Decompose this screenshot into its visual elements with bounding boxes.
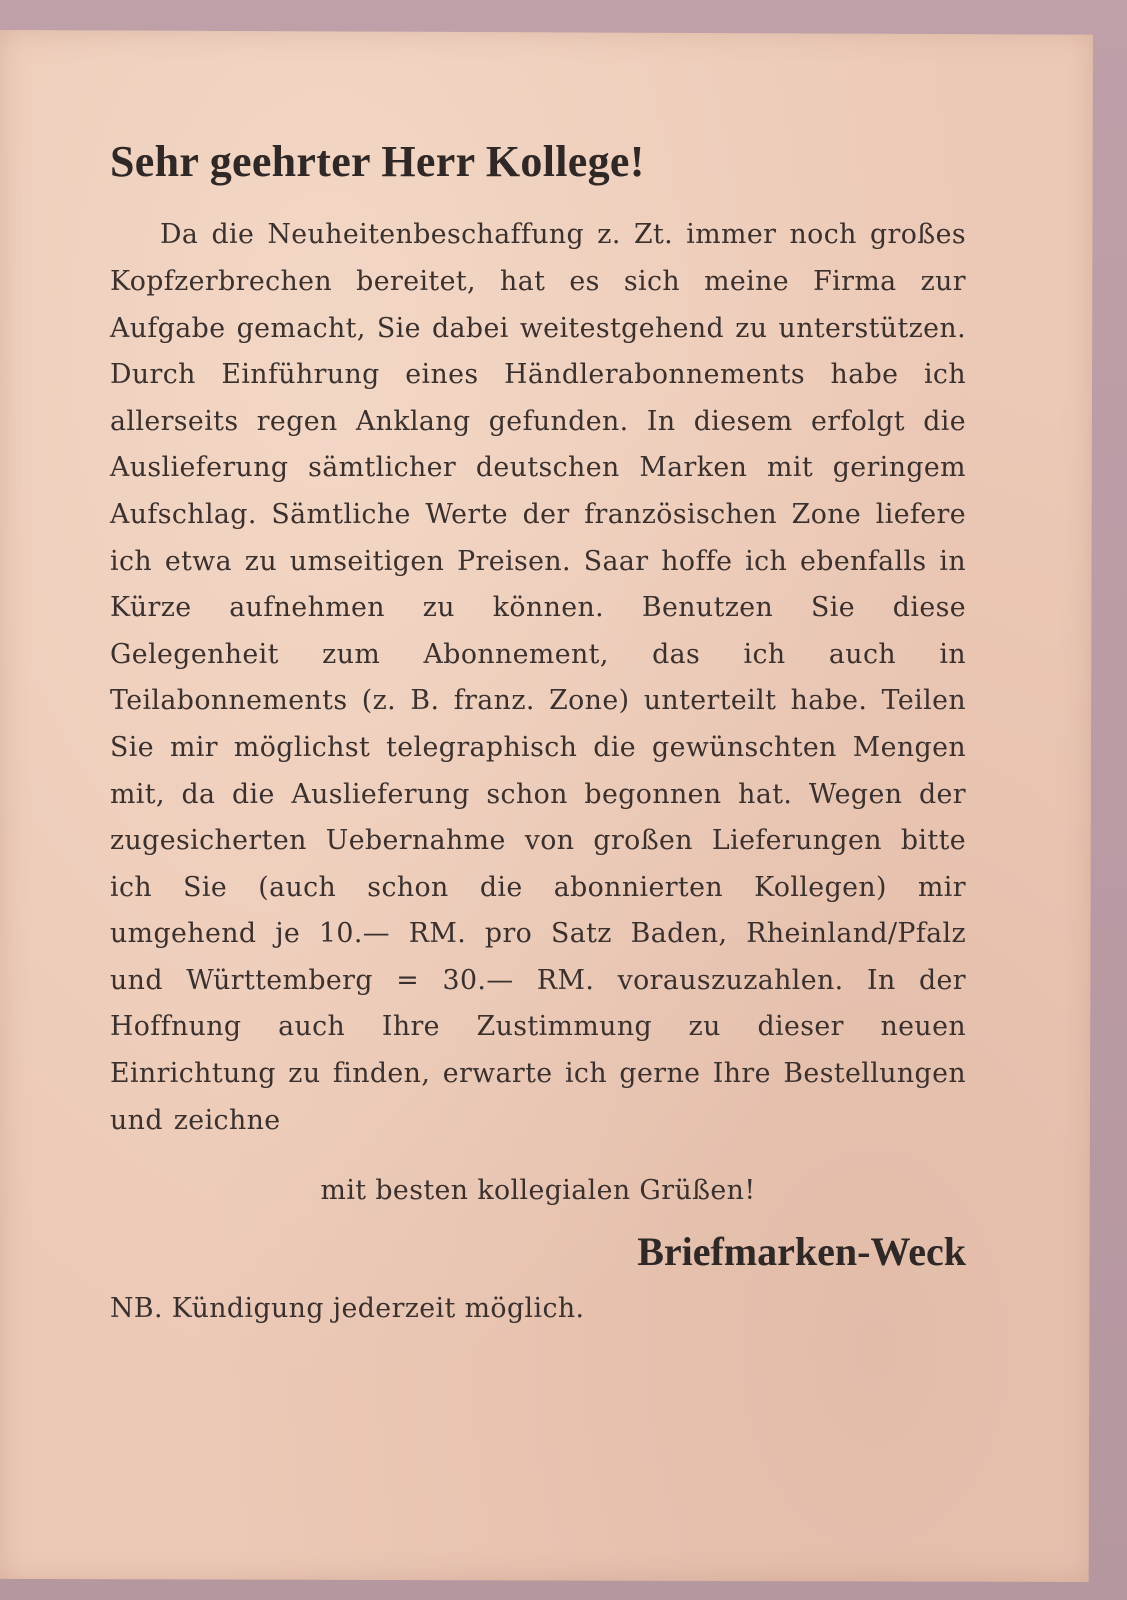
letter-body: Da die Neuheitenbeschaffung z. Zt. immer noch großes Kopfzerbrechen bereitet, hat es sich meine Firma zur Aufgabe gemacht, Sie dabei weitestgehend zu unterstützen. Durch Einführung eines Händlerabonnements habe ich allerseits regen Anklang gefunden. In diesem erfolgt die Auslieferung sämtlicher deutschen Marken mit geringem Aufschlag. Sämtliche Werte der französischen Zone liefere ich etwa zu umseitigen Preisen. Saar hoffe ich ebenfalls in Kürze aufnehmen zu können. Benutzen Sie diese Gelegenheit zum Abonnement, das ich auch in Teilabonnements (z. B. franz. Zone) unterteilt habe. Teilen Sie mir möglichst telegraphisch die gewünschten Mengen mit, da die Auslieferung schon begonnen hat. Wegen der zugesicherten Uebernahme von großen Lieferungen bitte ich Sie (auch schon die abonnierten Kollegen) mir umgehend je 10.— RM. pro Satz Baden, Rheinland/Pfalz und Württemberg = 30.— RM. vorauszuzahlen. In der Hoffnung auch Ihre Zustimmung zu dieser neuen Einrichtung zu finden, erwarte ich gerne Ihre Bestellungen und zeichne (110, 219, 966, 1136)
salutation: Sehr geehrter Herr Kollege! (110, 137, 645, 186)
postscript-note: NB. Kündigung jederzeit möglich. (110, 1293, 585, 1325)
letter (110, 138, 966, 1324)
signature: Briefmarken-Weck (637, 1229, 966, 1275)
closing-line: mit besten kollegialen Grüßen! (320, 1175, 756, 1207)
